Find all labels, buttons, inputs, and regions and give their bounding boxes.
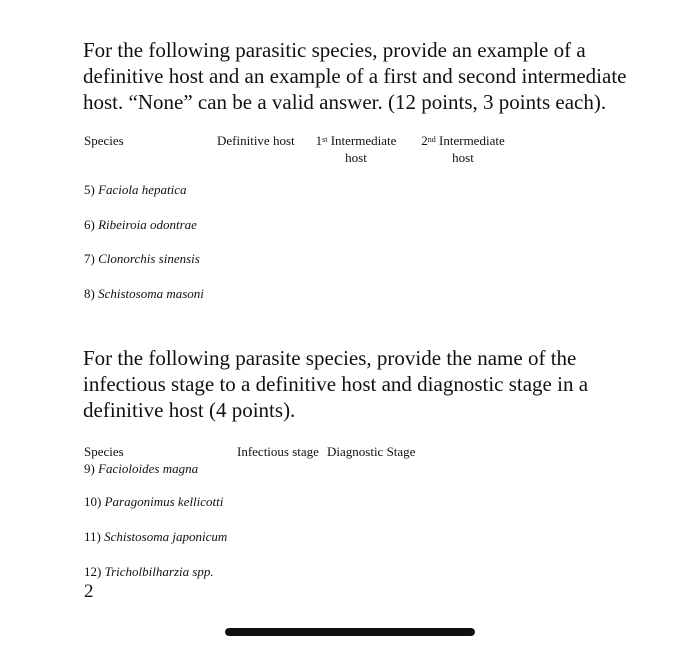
home-indicator[interactable] xyxy=(225,628,475,636)
list-item xyxy=(84,460,198,477)
item-number: 6) xyxy=(84,217,95,232)
species-name: Faciola hepatica xyxy=(98,182,187,197)
list-item xyxy=(84,181,187,198)
list-item xyxy=(84,250,200,267)
header-infectious-stage: Infectious stage xyxy=(237,444,319,459)
species-name: Schistosoma masoni xyxy=(98,286,204,301)
header-first-suffix: st xyxy=(322,135,328,144)
question-1-text: For the following parasitic species, provide an example of a definitive host and an example of a first and second intermediate host. “None” can be a valid answer. (12 points, 3 points each). xyxy=(83,38,627,114)
species-name: Ribeiroia odontrae xyxy=(98,217,197,232)
list-item xyxy=(84,563,214,580)
list-item xyxy=(84,216,197,233)
list-item xyxy=(84,285,204,302)
header-definitive-host: Definitive host xyxy=(217,133,295,148)
header-second-label: Intermediate xyxy=(439,133,505,148)
header-first-number: 1 xyxy=(315,133,323,148)
header-second-host: host xyxy=(452,150,474,165)
header-species-2: Species xyxy=(84,444,124,459)
question-2-text: For the following parasite species, provide the name of the infectious stage to a definitive host and diagnostic stage in a definitive host (4 points). xyxy=(83,346,589,422)
species-name: Paragonimus kellicotti xyxy=(104,494,224,509)
item-number: 8) xyxy=(84,286,95,301)
species-name: Tricholbilharzia spp. xyxy=(104,564,214,579)
header-species: Species xyxy=(84,133,124,148)
item-number: 5) xyxy=(84,182,95,197)
item-number: 10) xyxy=(84,494,102,509)
item-number: 7) xyxy=(84,251,95,266)
item-number: 12) xyxy=(84,564,102,579)
header-first-label: Intermediate xyxy=(330,133,397,148)
list-item xyxy=(84,493,223,510)
species-name: Facioloides magna xyxy=(98,461,199,476)
list-item xyxy=(84,528,227,545)
header-second-suffix: nd xyxy=(427,135,436,144)
species-name: Clonorchis sinensis xyxy=(98,251,200,266)
page-number: 2 xyxy=(84,581,94,602)
header-diagnostic-stage: Diagnostic Stage xyxy=(327,444,416,459)
header-first-host: host xyxy=(345,150,367,165)
header-first-intermediate xyxy=(308,132,404,166)
item-number: 11) xyxy=(84,529,101,544)
header-second-number: 2 xyxy=(421,133,428,148)
header-second-intermediate xyxy=(415,132,511,166)
item-number: 9) xyxy=(84,461,95,476)
species-name: Schistosoma japonicum xyxy=(104,529,228,544)
